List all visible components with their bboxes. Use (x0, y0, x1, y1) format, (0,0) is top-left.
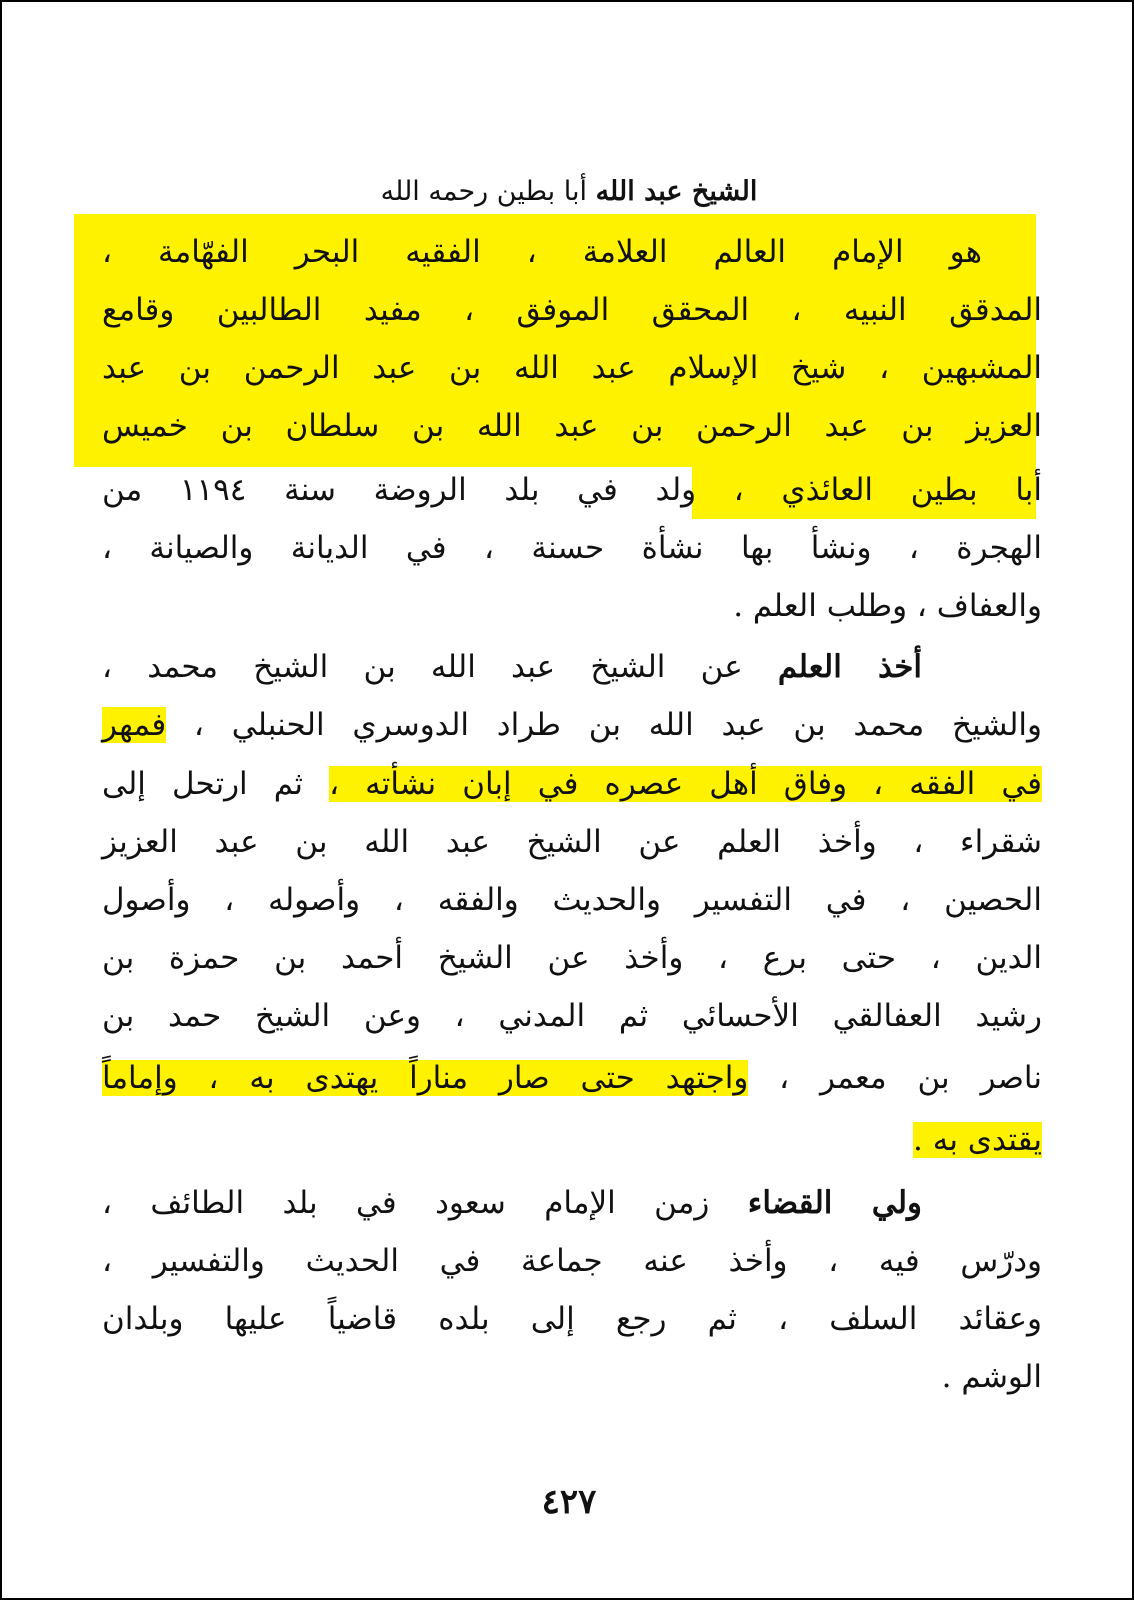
text-line: الوشم . (941, 1359, 1042, 1395)
highlighted-phrase: في الفقه ، وفاق أهل عصره في إبان نشأته ، (329, 766, 1042, 802)
text-line (102, 1115, 1042, 1165)
text-line (102, 1053, 1042, 1103)
title-bold: الشيخ عبد الله (595, 176, 758, 207)
page-number: ٤٢٧ (541, 1482, 597, 1522)
text-line: والعفاف ، وطلب العلم . (733, 588, 1042, 624)
highlighted-phrase: فمهر (102, 707, 167, 743)
text-line: رشيد العفالقي الأحسائي ثم المدني ، وعن الشيخ حمد بن (102, 998, 1042, 1034)
text-line (102, 642, 1042, 692)
text-line: الهجرة ، ونشأ بها نشأة حسنة ، في الديانة والصيانة ، (102, 530, 1042, 566)
line-rest: زمن الإمام سعود في بلد الطائف ، (102, 1185, 748, 1221)
text-line (102, 700, 1042, 750)
line-rest: عن الشيخ عبد الله بن الشيخ محمد ، (102, 649, 778, 685)
page-title (2, 170, 1134, 214)
highlighted-phrase: أبا بطين العائذي ، (733, 472, 1043, 508)
highlighted-phrase: يقتدى به . (912, 1122, 1042, 1158)
text-line (102, 759, 1042, 809)
text-line: العزيز بن عبد الرحمن بن عبد الله بن سلطان بن خميس (102, 408, 1042, 444)
text-line: الحصين ، في التفسير والحديث والفقه ، وأصوله ، وأصول (102, 882, 1042, 918)
text-line: ودرّس فيه ، وأخذ عنه جماعة في الحديث والتفسير ، (102, 1243, 1042, 1279)
text-line: وعقائد السلف ، ثم رجع إلى بلده قاضياً عليها وبلدان (102, 1301, 1042, 1337)
line-rest: ولد في بلد الروضة سنة ١١٩٤ من (102, 472, 734, 508)
section-heading: أخذ العلم (777, 649, 922, 685)
text-line (102, 1178, 1042, 1228)
line-rest: ناصر بن معمر ، (748, 1060, 1043, 1096)
text-line: الدين ، حتى برع ، وأخذ عن الشيخ أحمد بن حمزة بن (102, 940, 1042, 976)
text-line: المدقق النبيه ، المحقق الموفق ، مفيد الطالبين وقامع (102, 292, 1042, 328)
line-rest: ثم ارتحل إلى (102, 766, 330, 802)
line-rest: والشيخ محمد بن عبد الله بن طراد الدوسري الحنبلي ، (166, 707, 1042, 743)
text-line: شقراء ، وأخذ العلم عن الشيخ عبد الله بن عبد العزيز (102, 824, 1042, 860)
text-line: المشبهين ، شيخ الإسلام عبد الله بن عبد الرحمن بن عبد (102, 350, 1042, 386)
highlighted-phrase: واجتهد حتى صار مناراً يهتدى به ، وإماماً (102, 1060, 749, 1096)
text-line (102, 465, 1042, 515)
text-line: هو الإمام العالم العلامة ، الفقيه البحر الفهّامة ، (102, 234, 982, 270)
title-rest: أبا بطين رحمه الله (380, 176, 596, 207)
section-heading: ولي القضاء (747, 1185, 922, 1221)
